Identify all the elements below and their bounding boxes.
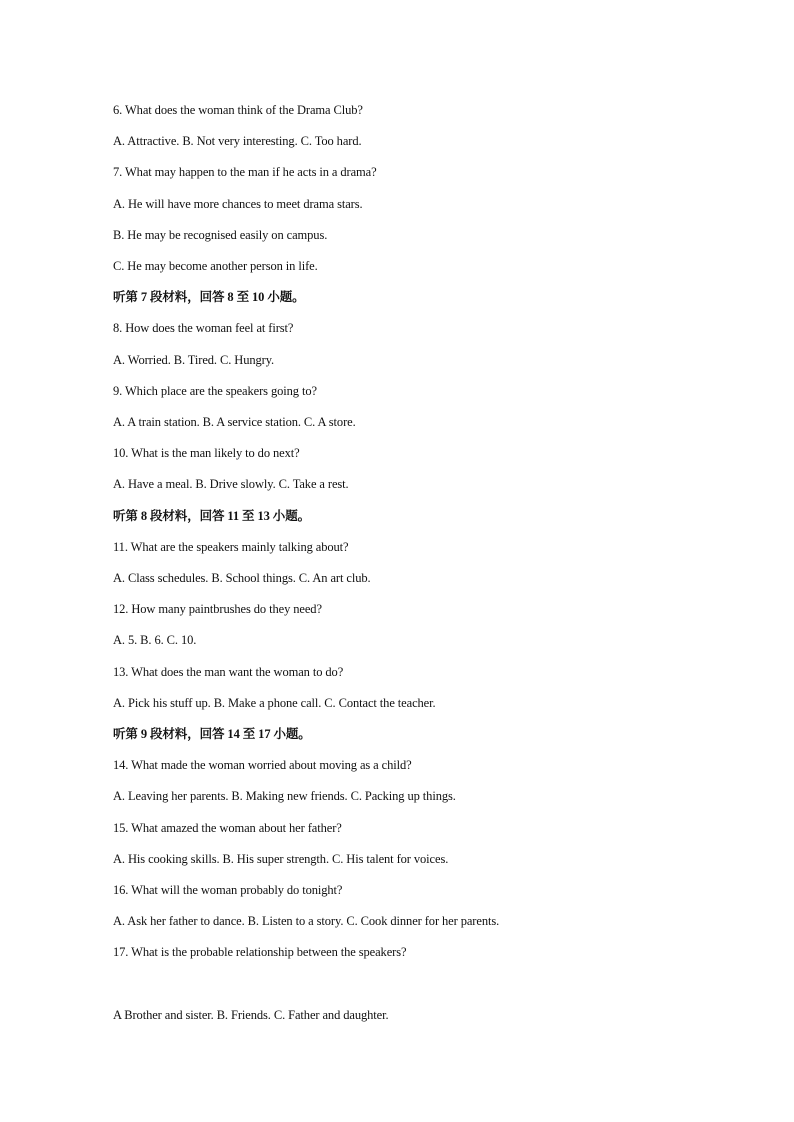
question-10: 10. What is the man likely to do next? — [113, 446, 300, 460]
question-16: 16. What will the woman probably do tonight? — [113, 883, 343, 897]
option-7a: A. He will have more chances to meet drama stars. — [113, 197, 363, 211]
options-14: A. Leaving her parents. B. Making new friends. C. Packing up things. — [113, 789, 456, 803]
question-7: 7. What may happen to the man if he acts in a drama? — [113, 165, 377, 179]
section-heading-9: 听第 9 段材料，回答 14 至 17 小题。 — [113, 727, 311, 741]
options-17: A Brother and sister. B. Friends. C. Father and daughter. — [113, 1008, 389, 1022]
options-12: A. 5. B. 6. C. 10. — [113, 633, 197, 647]
section-heading-8: 听第 8 段材料，回答 11 至 13 小题。 — [113, 509, 311, 523]
options-11: A. Class schedules. B. School things. C. An art club. — [113, 571, 371, 585]
options-6: A. Attractive. B. Not very interesting. C. Too hard. — [113, 134, 362, 148]
question-11: 11. What are the speakers mainly talking about? — [113, 540, 349, 554]
options-15: A. His cooking skills. B. His super strength. C. His talent for voices. — [113, 852, 449, 866]
options-16: A. Ask her father to dance. B. Listen to a story. C. Cook dinner for her parents. — [113, 914, 500, 928]
options-8: A. Worried. B. Tired. C. Hungry. — [113, 353, 275, 367]
question-8: 8. How does the woman feel at first? — [113, 321, 294, 335]
options-10: A. Have a meal. B. Drive slowly. C. Take a rest. — [113, 477, 349, 491]
options-13: A. Pick his stuff up. B. Make a phone call. C. Contact the teacher. — [113, 696, 436, 710]
question-6: 6. What does the woman think of the Drama Club? — [113, 103, 363, 117]
option-7b: B. He may be recognised easily on campus. — [113, 228, 328, 242]
option-7c: C. He may become another person in life. — [113, 259, 318, 273]
question-12: 12. How many paintbrushes do they need? — [113, 602, 322, 616]
question-14: 14. What made the woman worried about moving as a child? — [113, 758, 412, 772]
section-heading-7: 听第 7 段材料，回答 8 至 10 小题。 — [113, 290, 305, 304]
question-17: 17. What is the probable relationship between the speakers? — [113, 945, 407, 959]
question-13: 13. What does the man want the woman to do? — [113, 665, 344, 679]
question-15: 15. What amazed the woman about her father? — [113, 821, 342, 835]
options-9: A. A train station. B. A service station. C. A store. — [113, 415, 356, 429]
question-9: 9. Which place are the speakers going to? — [113, 384, 317, 398]
